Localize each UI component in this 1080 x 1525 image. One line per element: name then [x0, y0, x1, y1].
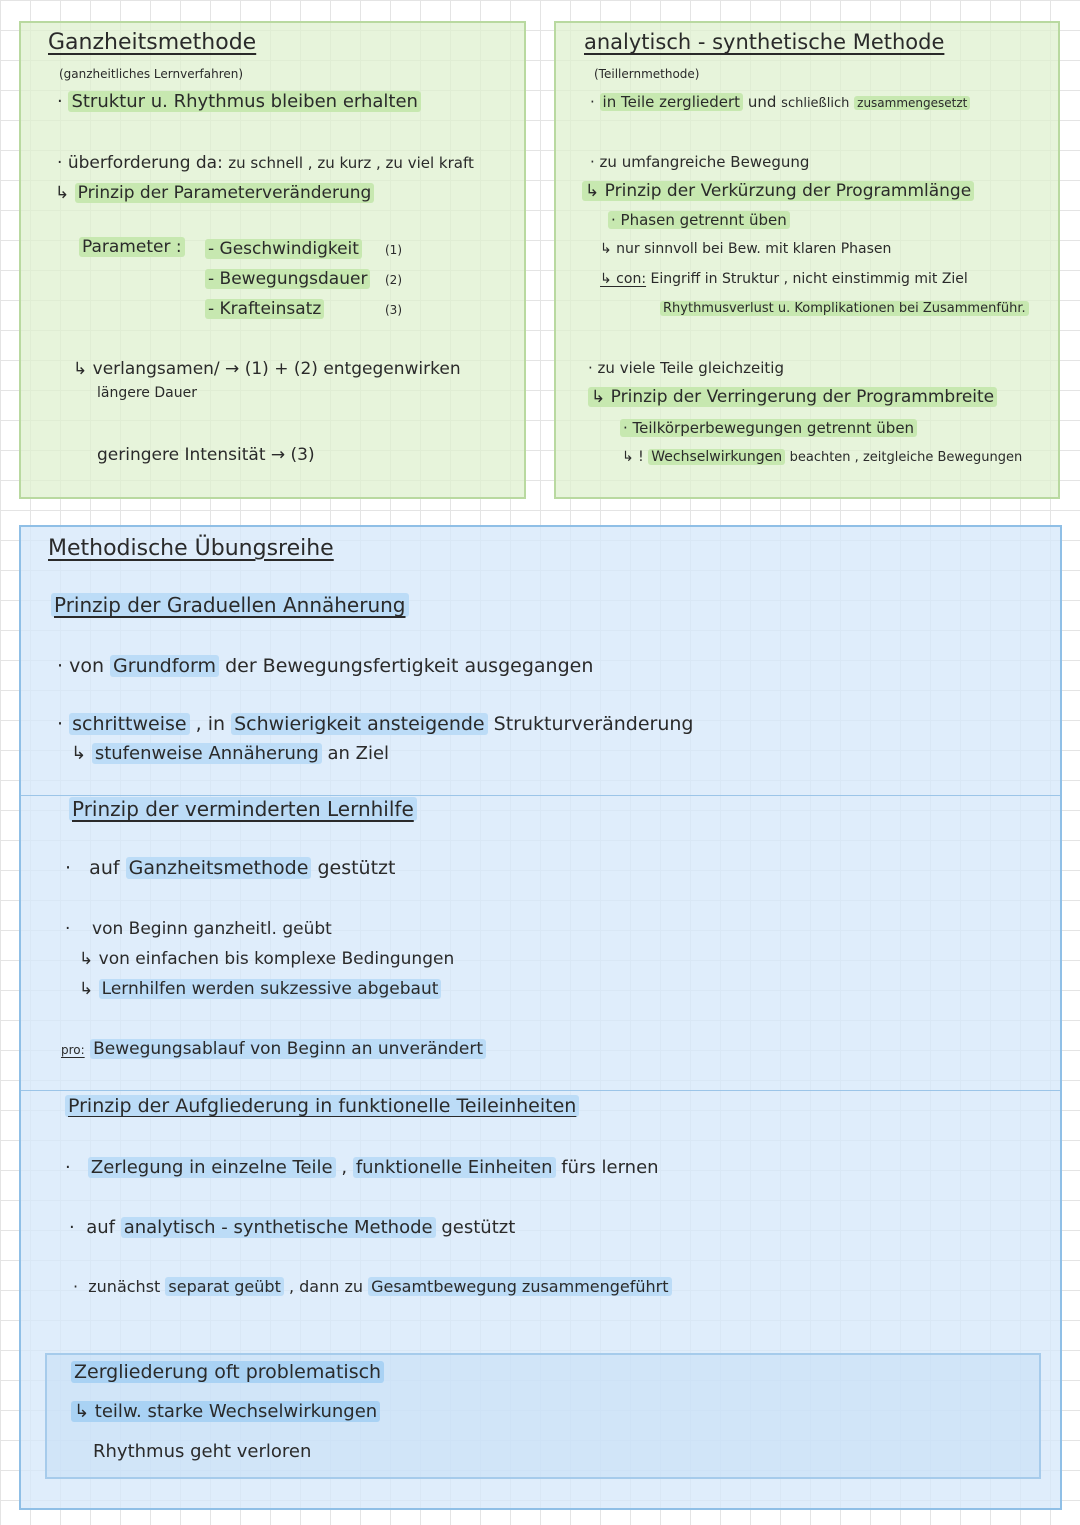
- bullet-dot: ·: [588, 359, 598, 377]
- p1-b1-pre: · von: [57, 655, 104, 677]
- p1-b2-sub-post: an Ziel: [327, 743, 390, 764]
- ganzheit-bullet-2-post: zu schnell , zu kurz , zu viel kraft: [228, 154, 474, 172]
- note-line-2-text: ↳ teilw. starke Wechselwirkungen: [71, 1401, 380, 1422]
- con-label: ↳ con:: [600, 271, 647, 287]
- ganzheit-principle: Prinzip der Parameterveränderung: [75, 183, 375, 203]
- note-line-2: [71, 1401, 380, 1424]
- param-1-num: (1): [385, 243, 402, 257]
- bullet-dot: ·: [57, 713, 64, 735]
- p3-b1-post: fürs lernen: [561, 1157, 659, 1178]
- analytisch-b1-c: schließlich: [781, 96, 850, 111]
- param-2: [205, 269, 370, 290]
- analytisch-b2-sub-text: · Phasen getrennt üben: [608, 211, 790, 229]
- ganzheit-bullet-1-text: Struktur u. Rhythmus bleiben erhalten: [68, 91, 421, 112]
- analytisch-bullet-2: [590, 153, 809, 172]
- analytisch-b2-principle: [582, 181, 974, 202]
- p1-b2-sub-hl: stufenweise Annäherung: [92, 743, 322, 764]
- p1-bullet-1: [57, 655, 593, 679]
- p2-pro: [61, 1039, 486, 1060]
- section-divider: [21, 1090, 1060, 1091]
- bullet-dot: ·: [590, 153, 600, 171]
- p3-b2-pre: auf: [86, 1217, 115, 1238]
- p1-b1-post: der Bewegungsfertigkeit ausgegangen: [225, 655, 594, 677]
- p3-bullet-3: [73, 1277, 672, 1297]
- analytisch-b3-sub-text: · Teilkörperbewegungen getrennt üben: [620, 419, 917, 437]
- analytisch-subtitle: (Teillernmethode): [594, 67, 700, 81]
- p3-b1-hl1: Zerlegung in einzelne Teile: [88, 1157, 336, 1178]
- p2-title-text: Prinzip der verminderten Lernhilfe: [69, 797, 417, 821]
- p1-b2-mid: , in: [195, 713, 226, 735]
- p3-b1-hl2: funktionelle Einheiten: [353, 1157, 556, 1178]
- param-label: [79, 237, 185, 258]
- analytisch-b3-note-hl: Wechselwirkungen: [648, 449, 785, 465]
- analytisch-b1-b: und: [747, 93, 777, 111]
- p1-title: [51, 593, 409, 618]
- note-line-1-text: Zergliederung oft problematisch: [71, 1361, 384, 1383]
- p1-b1-hl: Grundform: [110, 655, 219, 677]
- p2-b1-hl: Ganzheitsmethode: [126, 857, 312, 879]
- analytisch-b2-note-3: [660, 301, 1029, 317]
- p3-b3-hl2: Gesamtbewegung zusammengeführt: [368, 1277, 671, 1296]
- p3-b3-mid: , dann zu: [288, 1277, 363, 1296]
- bullet-dot: ·: [57, 91, 69, 112]
- p1-b2-hl1: schrittweise: [69, 713, 189, 735]
- analytisch-b2-note-3-text: Rhythmusverlust u. Komplikationen bei Zusammenführ.: [660, 301, 1029, 316]
- analytisch-b3-sub: [620, 419, 917, 438]
- p3-b3-hl1: separat geübt: [165, 1277, 283, 1296]
- p2-title: [69, 797, 417, 822]
- p2-bullet-1: [65, 857, 395, 881]
- analytisch-b1-d: zusammengesetzt: [854, 96, 970, 110]
- analytisch-b3-note: [622, 449, 1022, 467]
- param-3-name: - Krafteinsatz: [205, 299, 324, 319]
- p3-title-text: Prinzip der Aufgliederung in funktionelle Teileinheiten: [65, 1095, 579, 1117]
- p1-title-text: Prinzip der Graduellen Annäherung: [51, 593, 409, 617]
- analytisch-b2-note-2: [600, 271, 968, 289]
- bullet-dot: ·: [65, 1157, 83, 1178]
- param-1: [205, 239, 362, 260]
- ganzheit-subtitle: (ganzheitliches Lernverfahren): [59, 67, 244, 81]
- p2-b2-sub-2-text: Lernhilfen werden sukzessive abgebaut: [99, 979, 442, 999]
- arrow-icon: ↳: [71, 743, 87, 764]
- p3-bullet-1: [65, 1157, 659, 1180]
- p3-b1-mid: ,: [341, 1157, 348, 1178]
- bullet-dot: ·: [590, 93, 600, 111]
- analytisch-panel: [554, 21, 1060, 499]
- ganzheitsmethode-panel: [19, 21, 526, 499]
- analytisch-bullet-3: [588, 359, 784, 378]
- p3-b2-hl: analytisch - synthetische Methode: [121, 1217, 436, 1238]
- p3-title: [65, 1095, 579, 1119]
- problem-note-box: [45, 1353, 1041, 1479]
- p2-b2-text: von Beginn ganzheitl. geübt: [92, 919, 332, 939]
- analytisch-b3-text: zu viele Teile gleichzeitig: [597, 359, 784, 377]
- p1-bullet-2-sub: [71, 743, 389, 766]
- p3-bullet-2: [69, 1217, 515, 1240]
- p1-b2-hl2: Schwierigkeit ansteigende: [231, 713, 488, 735]
- bullet-dot: ·: [65, 919, 87, 939]
- param-3: [205, 299, 324, 320]
- arrow-icon: ↳: [55, 183, 70, 203]
- analytisch-b2-note-1: ↳ nur sinnvoll bei Bew. mit klaren Phasen: [600, 241, 892, 257]
- analytisch-bullet-1: [590, 93, 970, 112]
- analytisch-b2-text: zu umfangreiche Bewegung: [599, 153, 810, 171]
- p2-pro-text: Bewegungsablauf von Beginn an unverändert: [90, 1039, 486, 1059]
- section-divider: [21, 795, 1060, 796]
- ganzheit-principle-line: [55, 183, 374, 204]
- param-3-num: (3): [385, 303, 402, 317]
- warning-icon: ↳ !: [622, 449, 644, 465]
- analytisch-b2-note-2-text: Eingriff in Struktur , nicht einstimmig mit Ziel: [650, 271, 968, 287]
- bullet-dot: ·: [69, 1217, 81, 1238]
- analytisch-title: analytisch - synthetische Methode: [584, 30, 945, 54]
- uebungsreihe-panel: [19, 525, 1062, 1510]
- bullet-dot: ·: [73, 1277, 84, 1296]
- p3-b2-post: gestützt: [441, 1217, 516, 1238]
- p2-b2-sub-1: ↳ von einfachen bis komplexe Bedingungen: [79, 949, 455, 969]
- param-2-num: (2): [385, 273, 402, 287]
- bullet-dot: ·: [57, 153, 68, 173]
- ganzheit-effect-1: ↳ verlangsamen/ → (1) + (2) entgegenwirken: [73, 359, 461, 379]
- pro-label: pro:: [61, 1043, 85, 1057]
- analytisch-b1-a: in Teile zergliedert: [600, 93, 744, 111]
- note-line-3: Rhythmus geht verloren: [93, 1441, 312, 1462]
- ganzheit-title: Ganzheitsmethode: [48, 30, 257, 55]
- p2-b2-sub-2: [79, 979, 441, 1000]
- analytisch-b2-sub: [608, 211, 790, 230]
- param-1-name: - Geschwindigkeit: [205, 239, 362, 259]
- ganzheit-bullet-2: [57, 153, 474, 174]
- p1-b2-post: Strukturveränderung: [493, 713, 694, 735]
- p3-b3-pre: zunächst: [88, 1277, 161, 1296]
- ganzheit-bullet-1: [57, 91, 421, 114]
- note-line-1: [71, 1361, 384, 1385]
- p2-b1-pre: auf: [89, 857, 120, 879]
- uebungsreihe-title: Methodische Übungsreihe: [48, 536, 334, 561]
- analytisch-b3-principle-text: ↳ Prinzip der Verringerung der Programmbreite: [588, 387, 997, 407]
- analytisch-b2-principle-text: ↳ Prinzip der Verkürzung der Programmlänge: [582, 181, 974, 201]
- ganzheit-effect-1b: längere Dauer: [97, 385, 197, 401]
- arrow-icon: ↳: [79, 979, 94, 999]
- ganzheit-effect-2: geringere Intensität → (3): [97, 445, 315, 465]
- param-2-name: - Bewegungsdauer: [205, 269, 370, 289]
- p1-bullet-2: [57, 713, 693, 737]
- analytisch-b3-principle: [588, 387, 997, 408]
- bullet-dot: ·: [65, 857, 84, 879]
- ganzheit-bullet-2-pre: überforderung da:: [67, 153, 223, 173]
- param-label-text: Parameter :: [79, 237, 185, 257]
- p2-b1-post: gestützt: [317, 857, 396, 879]
- analytisch-b3-note-post: beachten , zeitgleiche Bewegungen: [789, 450, 1023, 465]
- p2-bullet-2: [65, 919, 332, 940]
